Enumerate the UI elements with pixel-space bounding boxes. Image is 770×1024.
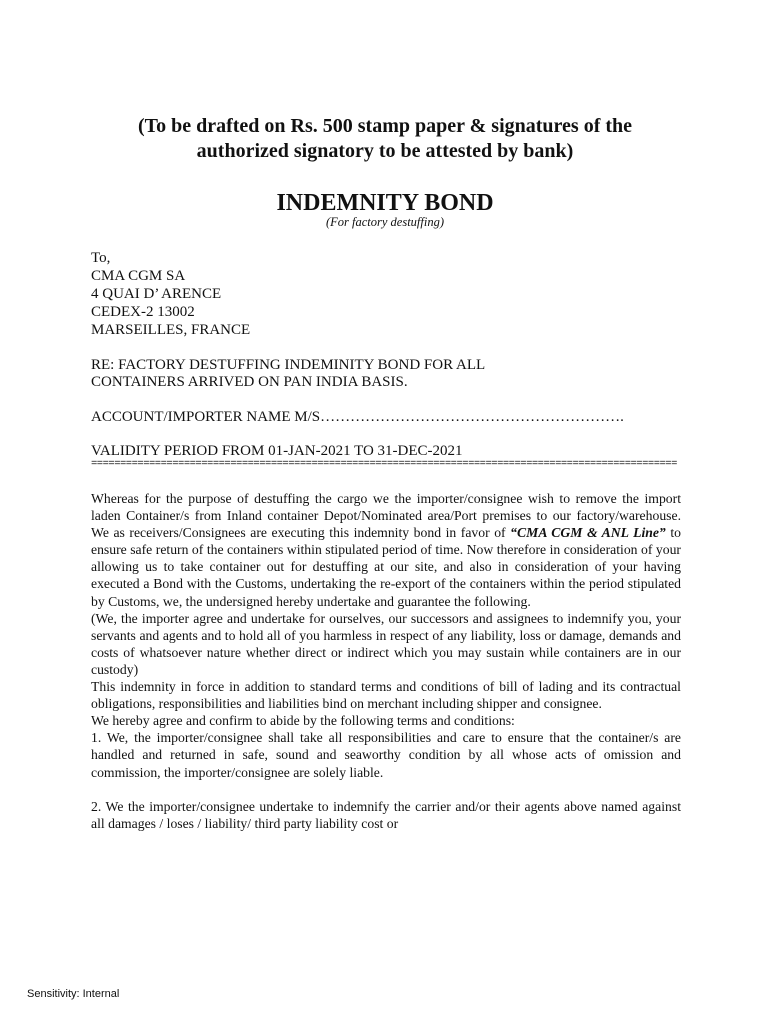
carrier-name: “CMA CGM & ANL Line” [510, 525, 666, 541]
clause-1: 1. We, the importer/consignee shall take all responsibilities and care to ensure that the container/s are handled and returned in safe, sound and seaworthy condition by all whose acts of omission and commission, the importer/consignee are solely liable. [91, 730, 681, 780]
sensitivity-label: Sensitivity: Internal [27, 988, 120, 1000]
whereas-text-start: Whereas for the purpose of destuffing the cargo we the importer/consignee wish to remove the import laden Container/s from Inland container Depot/Nominated area/Port premises to our factory/warehouse. We as receivers/Consignees are executing this indemnity bond in favor of [91, 491, 681, 541]
re-line-2: CONTAINERS ARRIVED ON PAN INDIA BASIS. [91, 374, 408, 390]
stamp-paper-instruction [90, 114, 680, 164]
whereas-paragraph [91, 490, 681, 610]
instruction-line-1: (To be drafted on Rs. 500 stamp paper & signatures of the [137, 115, 633, 137]
address-to: To, [91, 250, 111, 266]
address-city: MARSEILLES, FRANCE [91, 322, 251, 338]
account-importer-line: ACCOUNT/IMPORTER NAME M/S……………………………………………………. [91, 409, 624, 425]
address-street: 4 QUAI D’ ARENCE [91, 286, 222, 302]
bond-body [91, 490, 681, 832]
undertaking-paragraph: (We, the importer agree and undertake for ourselves, our successors and assignees to indemnify you, your servants and agents and to hold all of you harmless in respect of any liability, loss or damage, demands and costs of whatsoever nature whether direct or indirect which you may sustain while containers are in our custody) [91, 610, 681, 677]
clause-2: 2. We the importer/consignee undertake to indemnify the carrier and/or their agents above named against all damages / loses / liability/ third party liability cost or [91, 798, 681, 831]
instruction-line-2: authorized signatory to be attested by bank) [196, 140, 574, 162]
separator-line: ===================================================================================================== [91, 458, 677, 470]
validity-period-line: VALIDITY PERIOD FROM 01-JAN-2021 TO 31-DEC-2021 [91, 443, 463, 459]
agreement-paragraph: We hereby agree and confirm to abide by the following terms and conditions: [91, 713, 515, 729]
document-title: INDEMNITY BOND [276, 190, 494, 216]
address-cedex: CEDEX-2 13002 [91, 304, 195, 320]
address-company: CMA CGM SA [91, 268, 186, 284]
re-line-1: RE: FACTORY DESTUFFING INDEMINITY BOND FOR ALL [91, 357, 486, 373]
whereas-text-end: to ensure safe return of the containers within stipulated period of time. Now therefore in consideration of your allowing us to take container out for destuffing at our site, and also in consideration of your having executed a Bond with the Customs, undertaking the re-export of the containers within the period stipulated by Customs, we, the undersigned hereby undertake and guarantee the following. [91, 525, 681, 609]
indemnity-force-paragraph: This indemnity in force in addition to standard terms and conditions of bill of lading and its contractual obligations, responsibilities and liabilities bind on merchant including shipper and consignee. [91, 679, 681, 712]
clause-gap [91, 781, 681, 798]
document-subtitle: (For factory destuffing) [325, 215, 445, 229]
